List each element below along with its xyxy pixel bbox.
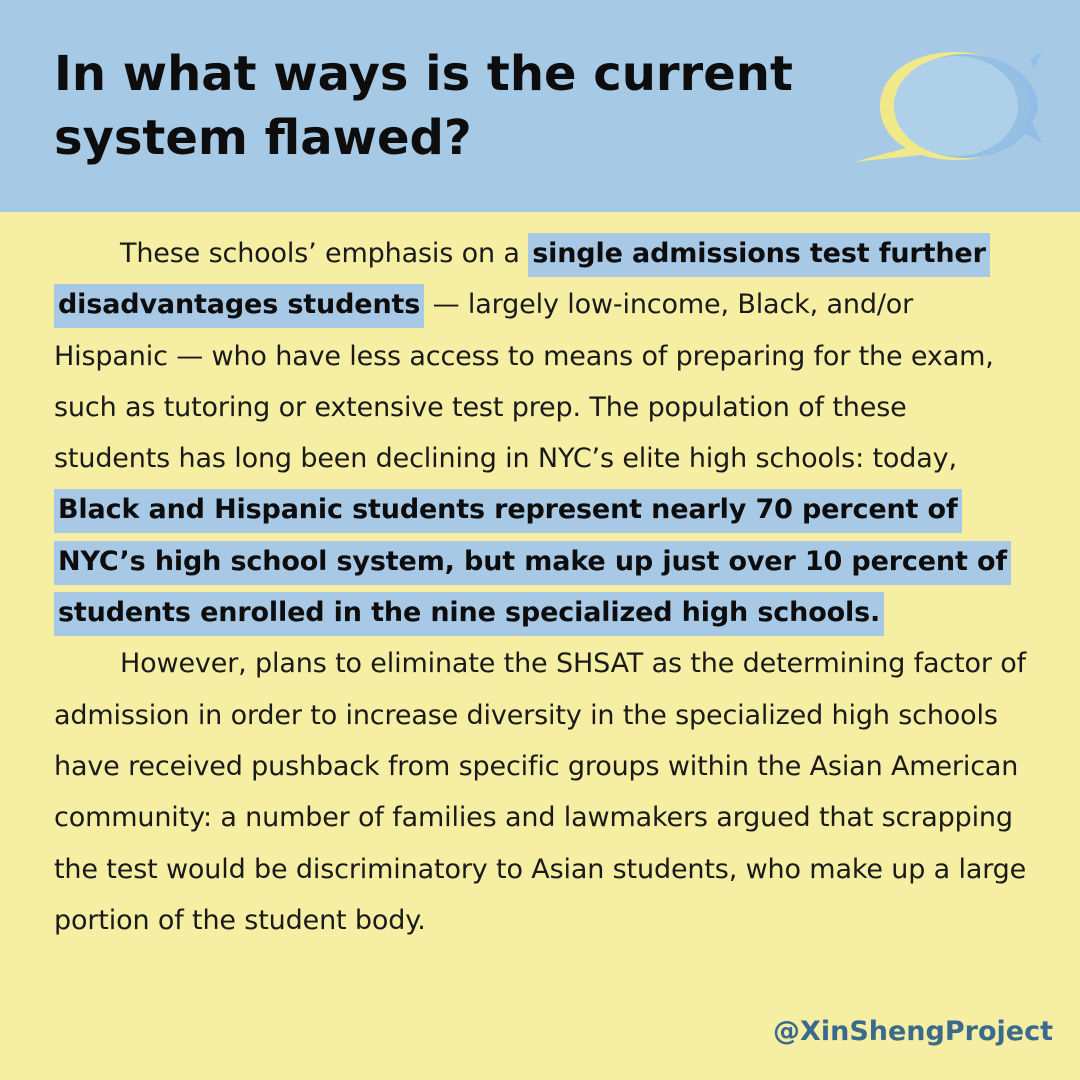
social-handle: @XinShengProject [773,1016,1053,1047]
paragraph-1 [54,228,1030,638]
header-band [0,0,1080,212]
paragraph-1-middle: — largely low-income, Black, and/or Hispanic — who have less access to means of preparing for the exam, such as tutoring or extensive test prep. The population of these students has long been declining in NYC’s elite high schools: today, [54,289,994,475]
speech-bubbles-icon [850,42,1045,167]
paragraph-2: However, plans to eliminate the SHSAT as the determining factor of admission in order to increase diversity in the specialized high schools have received pushback from specific groups within the Asian American community: a number of families and lawmakers argued that scrapping the test would be discriminatory to Asian students, who make up a large portion of the student body. [54,648,1027,936]
highlight-enrollment-stat: Black and Hispanic students represent nearly 70 percent of NYC’s high school system, but make up just over 10 percent of students enrolled in the nine specialized high schools. [54,489,1011,636]
page-title: In what ways is the current system flawed? [54,46,793,166]
highlight-test-disadvantage: single admissions test further disadvantages students [54,233,990,328]
article-body [54,228,1030,946]
paragraph-1-lead: These schools’ emphasis on a [120,238,529,269]
